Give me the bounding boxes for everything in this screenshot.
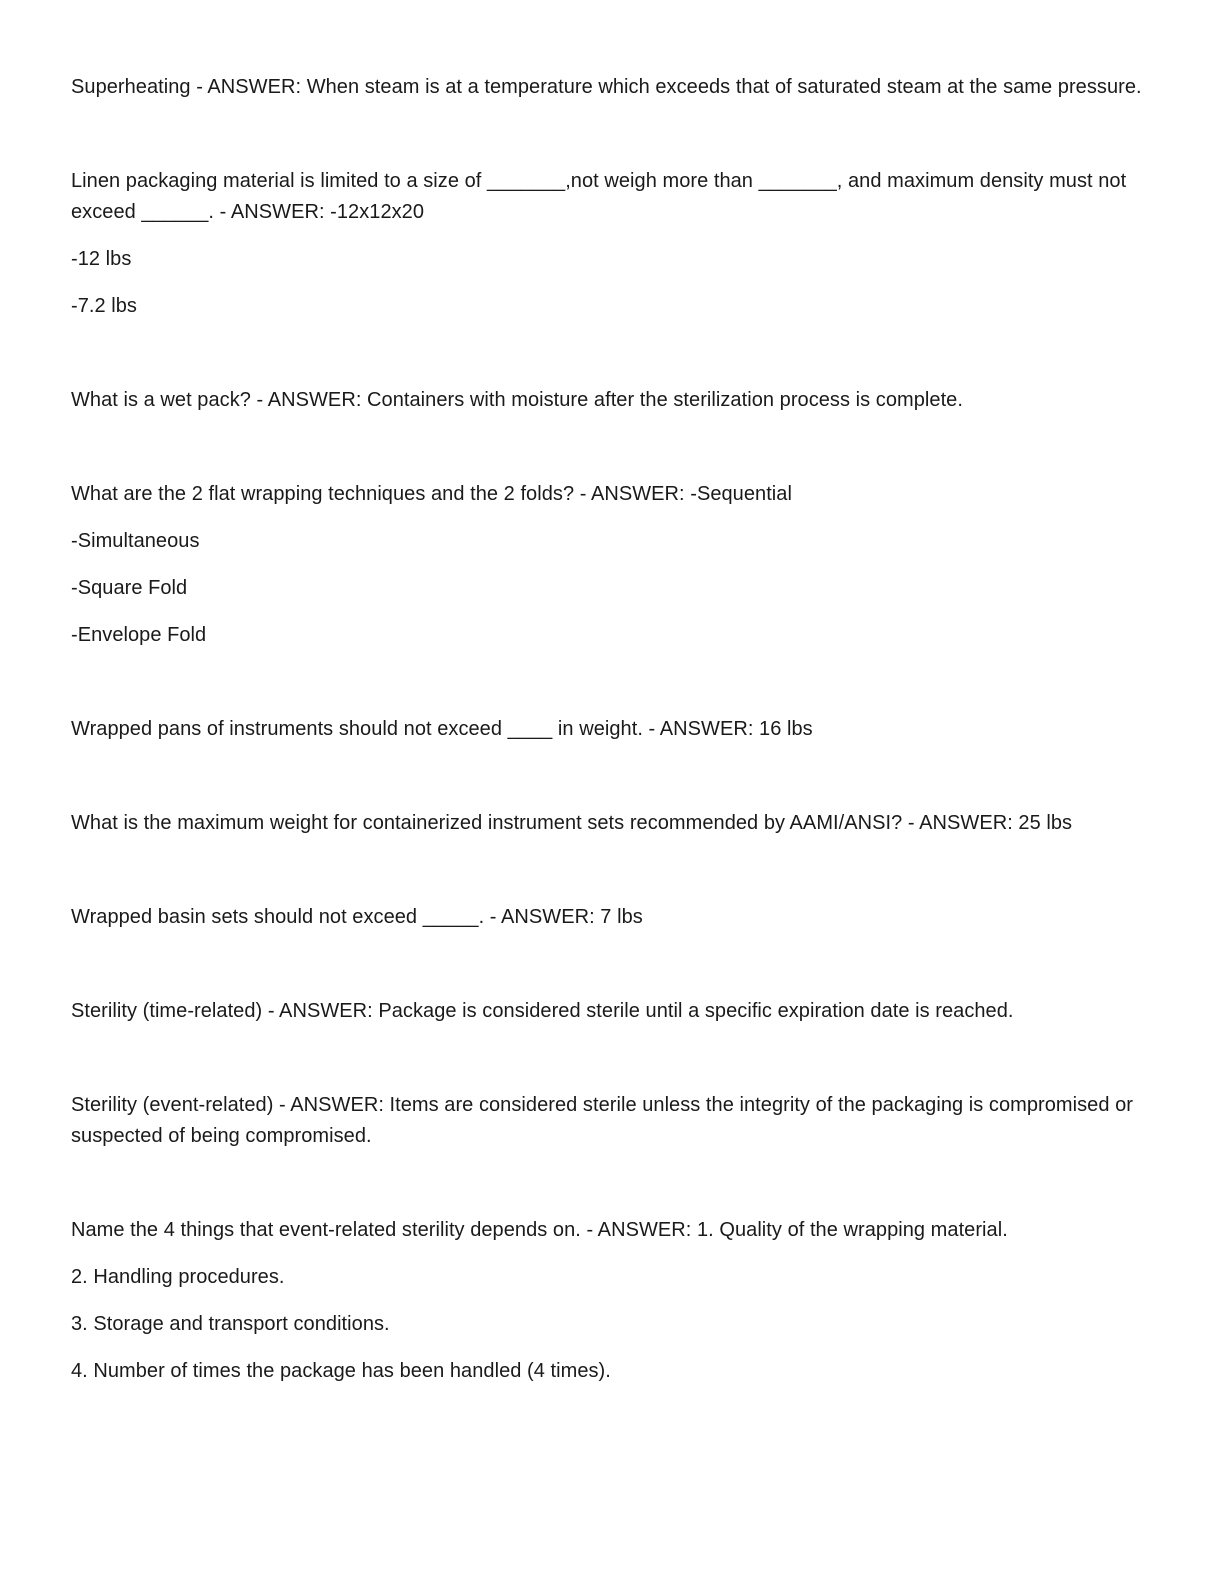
qa-item-superheating — [71, 72, 1156, 103]
qa-extra-line: -12 lbs — [71, 248, 132, 270]
qa-item-linen-packaging — [71, 166, 1156, 322]
qa-text: Linen packaging material is limited to a size of _______,not weigh more than _______, and maximum density must not exceed ______. - ANSWER: -12x12x20 — [71, 170, 1127, 223]
document-page — [71, 72, 1156, 1387]
qa-text: Sterility (time-related) - ANSWER: Package is considered sterile until a specific expiration date is reached. — [71, 1000, 1014, 1022]
qa-text: What is the maximum weight for containerized instrument sets recommended by AAMI/ANSI? - ANSWER: 25 lbs — [71, 812, 1073, 834]
qa-text: Wrapped basin sets should not exceed _____. - ANSWER: 7 lbs — [71, 906, 643, 928]
qa-extra-line: 4. Number of times the package has been handled (4 times). — [71, 1360, 611, 1382]
qa-extra-line: 2. Handling procedures. — [71, 1266, 285, 1288]
qa-item-wet-pack — [71, 385, 1156, 416]
qa-item-sterility-event — [71, 1090, 1156, 1152]
qa-item-event-sterility-factors — [71, 1215, 1156, 1387]
qa-extra-line: -Square Fold — [71, 577, 188, 599]
spacer — [71, 745, 1156, 808]
spacer — [71, 933, 1156, 996]
qa-extra-line: 3. Storage and transport conditions. — [71, 1313, 390, 1335]
qa-item-basin-sets — [71, 902, 1156, 933]
qa-text: Sterility (event-related) - ANSWER: Items are considered sterile unless the integrity of the packaging is compromised or suspected of being compromised. — [71, 1094, 1133, 1147]
qa-item-sterility-time — [71, 996, 1156, 1027]
spacer — [71, 651, 1156, 714]
qa-item-wrapping-techniques — [71, 479, 1156, 651]
qa-text: Name the 4 things that event-related sterility depends on. - ANSWER: 1. Quality of the wrapping material. — [71, 1219, 1008, 1241]
spacer — [71, 416, 1156, 479]
qa-text: What are the 2 flat wrapping techniques and the 2 folds? - ANSWER: -Sequential — [71, 483, 792, 505]
qa-extra-line: -Simultaneous — [71, 530, 200, 552]
qa-item-wrapped-pans — [71, 714, 1156, 745]
spacer — [71, 103, 1156, 166]
qa-text: Wrapped pans of instruments should not exceed ____ in weight. - ANSWER: 16 lbs — [71, 718, 813, 740]
spacer — [71, 322, 1156, 385]
qa-extra-line: -7.2 lbs — [71, 295, 137, 317]
spacer — [71, 1027, 1156, 1090]
qa-item-containerized-sets — [71, 808, 1156, 839]
spacer — [71, 1152, 1156, 1215]
spacer — [71, 839, 1156, 902]
qa-text: Superheating - ANSWER: When steam is at a temperature which exceeds that of saturated steam at the same pressure. — [71, 76, 1142, 98]
qa-text: What is a wet pack? - ANSWER: Containers with moisture after the sterilization process is complete. — [71, 389, 963, 411]
qa-extra-line: -Envelope Fold — [71, 624, 207, 646]
